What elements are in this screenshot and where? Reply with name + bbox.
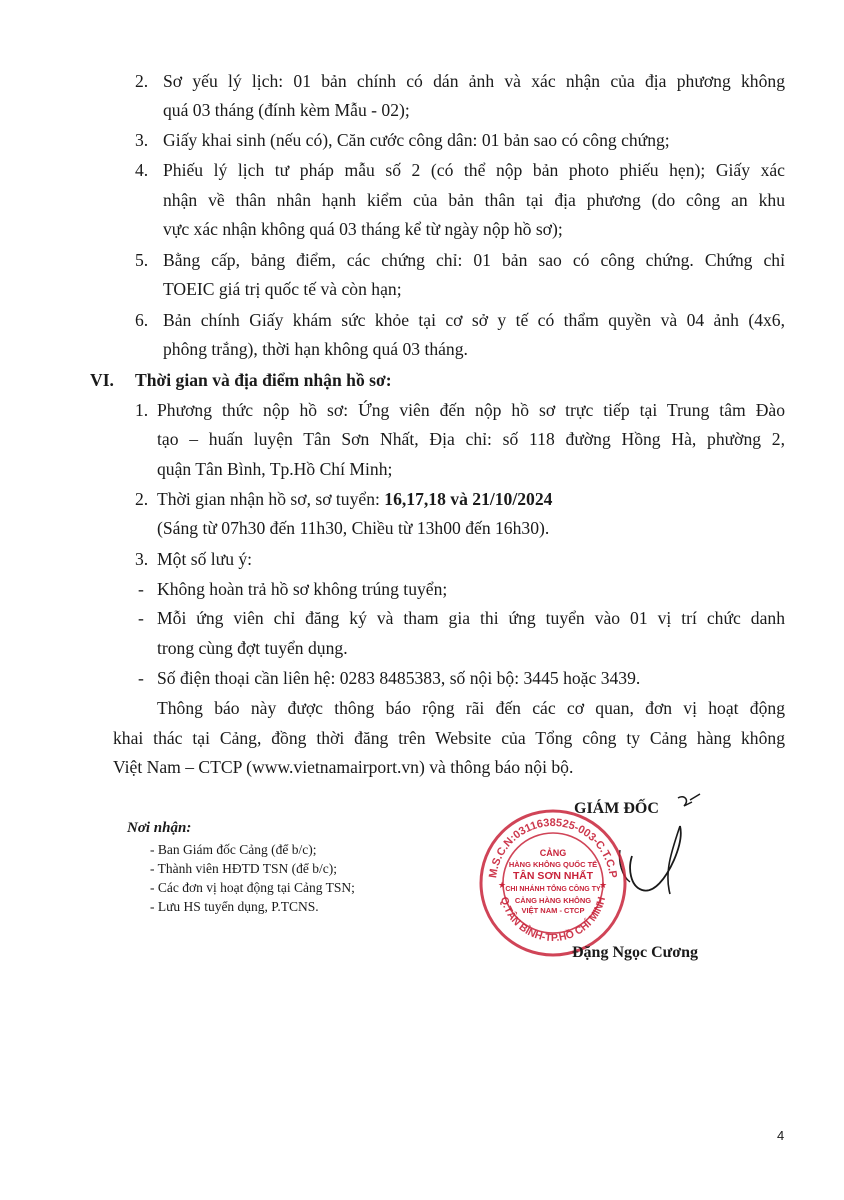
dash: - bbox=[138, 668, 144, 688]
stamp-line: VIỆT NAM - CTCP bbox=[521, 906, 585, 915]
item-number: 2. bbox=[135, 71, 149, 91]
item-number: 4. bbox=[135, 160, 149, 180]
note-text: Số điện thoại cần liên hệ: 0283 8485383, số nội bộ: 3445 hoặc 3439. bbox=[157, 668, 641, 688]
page-number: 4 bbox=[777, 1128, 785, 1143]
dash: - bbox=[138, 579, 144, 599]
stamp-line: TÂN SƠN NHẤT bbox=[512, 870, 594, 882]
stamp-seal bbox=[478, 808, 628, 958]
svg-text:★: ★ bbox=[599, 880, 608, 890]
item-number: 1. bbox=[135, 400, 149, 420]
item-text: Phương thức nộp hồ sơ: Ứng viên đến nộp hồ sơ trực tiếp tại Trung tâm Đào bbox=[157, 400, 785, 420]
stamp-ring-icon bbox=[478, 808, 628, 958]
item-number: 6. bbox=[135, 310, 149, 330]
note-text: Không hoàn trả hồ sơ không trúng tuyển; bbox=[157, 579, 448, 599]
note-text: trong cùng đợt tuyển dụng. bbox=[157, 638, 348, 658]
item-text: Một số lưu ý: bbox=[157, 549, 253, 569]
submission-dates: 16,17,18 và 21/10/2024 bbox=[384, 489, 553, 509]
item-prefix: Thời gian nhận hồ sơ, sơ tuyển: bbox=[157, 489, 385, 509]
signature-title: GIÁM ĐỐC bbox=[574, 800, 659, 817]
item-number: 3. bbox=[135, 549, 149, 569]
recipient-item: - Các đơn vị hoạt động tại Cảng TSN; bbox=[150, 880, 355, 895]
recipient-item: - Ban Giám đốc Cảng (để b/c); bbox=[150, 842, 317, 857]
stamp-line: CẢNG bbox=[539, 848, 567, 858]
stamp-line: CẢNG HÀNG KHÔNG bbox=[514, 896, 592, 905]
closing-text: Thông báo này được thông báo rộng rãi đến các cơ quan, đơn vị hoạt động bbox=[157, 698, 785, 718]
item-text bbox=[157, 485, 552, 513]
item-text: Bằng cấp, bảng điểm, các chứng chỉ: 01 bản sao có công chứng. Chứng chỉ bbox=[163, 250, 785, 270]
section-title: Thời gian và địa điểm nhận hồ sơ: bbox=[135, 370, 392, 390]
item-text: quận Tân Bình, Tp.Hồ Chí Minh; bbox=[157, 459, 393, 479]
item-text: Sơ yếu lý lịch: 01 bản chính có dán ảnh và xác nhận của địa phương không bbox=[163, 71, 785, 91]
item-text: Bản chính Giấy khám sức khỏe tại cơ sở y tế có thẩm quyền và 04 ảnh (4x6, bbox=[163, 310, 785, 330]
note-text: Mỗi ứng viên chỉ đăng ký và tham gia thi ứng tuyển vào 01 vị trí chức danh bbox=[157, 608, 785, 628]
item-text: nhận về thân nhân hạnh kiểm của bản thân tại địa phương (do công an khu bbox=[163, 190, 785, 210]
item-text: Phiếu lý lịch tư pháp mẫu số 2 (có thể nộp bản photo phiếu hẹn); Giấy xác bbox=[163, 160, 785, 180]
item-text: Giấy khai sinh (nếu có), Căn cước công dân: 01 bản sao có công chứng; bbox=[163, 130, 670, 150]
recipient-item: - Lưu HS tuyển dụng, P.TCNS. bbox=[150, 899, 319, 914]
item-number: 3. bbox=[135, 130, 149, 150]
stamp-line: HÀNG KHÔNG QUỐC TẾ bbox=[508, 860, 598, 869]
svg-text:★: ★ bbox=[498, 880, 507, 890]
stamp-line: CHI NHÁNH TỔNG CÔNG TY bbox=[505, 886, 601, 893]
recipient-item: - Thành viên HĐTD TSN (để b/c); bbox=[150, 861, 337, 876]
item-text: (Sáng từ 07h30 đến 11h30, Chiều từ 13h00 đến 16h30). bbox=[157, 518, 550, 538]
item-text: tạo – huấn luyện Tân Sơn Nhất, Địa chỉ: số 118 đường Hồng Hà, phường 2, bbox=[157, 429, 785, 449]
item-number: 5. bbox=[135, 250, 149, 270]
stamp-ring-bottom: Q.TÂN BÌNH-TP.HỒ CHÍ MINH bbox=[497, 895, 609, 945]
item-text: phông trắng), thời hạn không quá 03 tháng. bbox=[163, 339, 468, 359]
item-number: 2. bbox=[135, 489, 149, 509]
stamp-ring-top: M.S.C.N:0311638525-003-C.T.C.P bbox=[487, 816, 619, 879]
closing-text: khai thác tại Cảng, đồng thời đăng trên Website của Tổng công ty Cảng hàng không bbox=[113, 728, 785, 748]
closing-text: Việt Nam – CTCP (www.vietnamairport.vn) và thông báo nội bộ. bbox=[113, 757, 574, 777]
section-number: VI. bbox=[90, 370, 114, 390]
item-text: vực xác nhận không quá 03 tháng kể từ ngày nộp hồ sơ); bbox=[163, 219, 563, 239]
item-text: TOEIC giá trị quốc tế và còn hạn; bbox=[163, 279, 402, 299]
signer-name: Đặng Ngọc Cương bbox=[572, 944, 699, 961]
item-text: quá 03 tháng (đính kèm Mẫu - 02); bbox=[163, 100, 410, 120]
dash: - bbox=[138, 608, 144, 628]
recipients-title: Nơi nhận: bbox=[127, 820, 192, 836]
